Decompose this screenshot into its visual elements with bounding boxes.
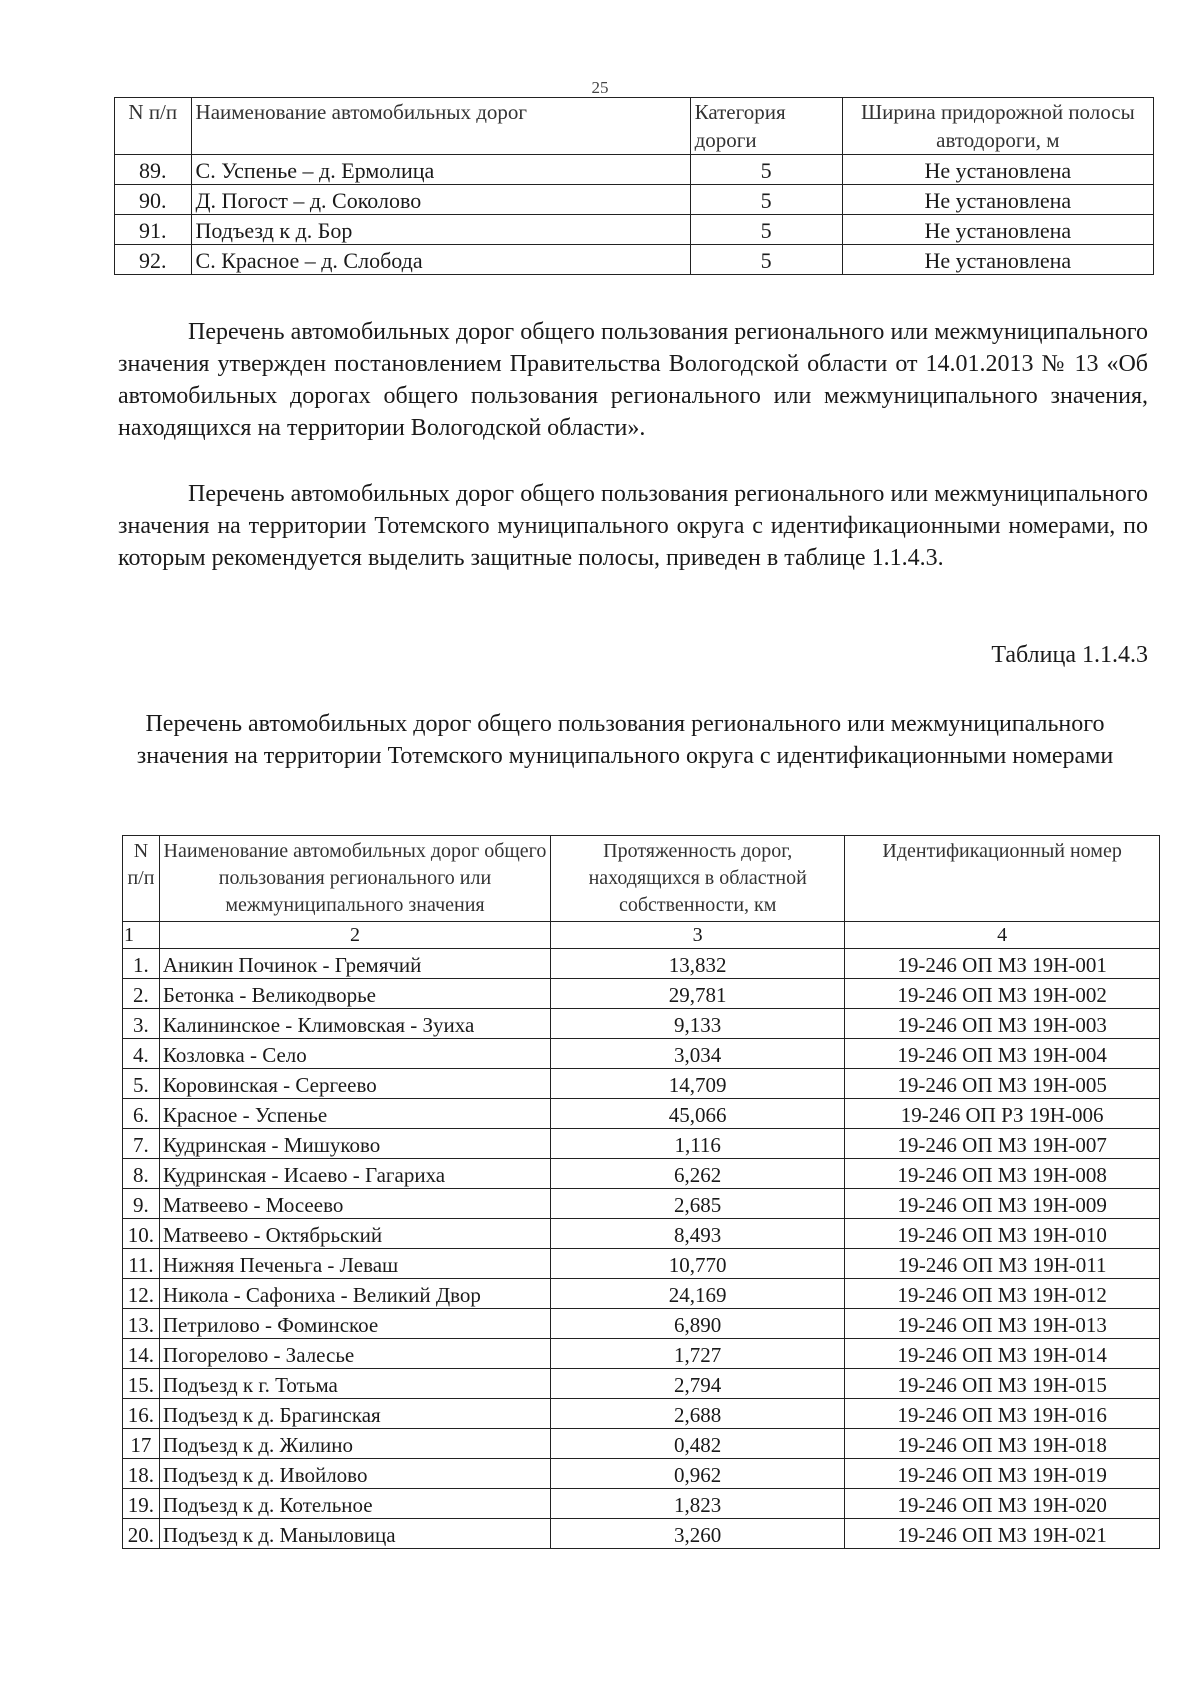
cell-identification-number: 19-246 ОП РЗ 19Н-006: [845, 1099, 1160, 1129]
cell-row-number: 3.: [123, 1009, 160, 1039]
cell-road-name: Козловка - Село: [159, 1039, 550, 1069]
cell-identification-number: 19-246 ОП МЗ 19Н-010: [845, 1219, 1160, 1249]
cell-road-name: Калининское - Климовская - Зуиха: [159, 1009, 550, 1039]
cell-road-name: Нижняя Печеньга - Леваш: [159, 1249, 550, 1279]
cell-identification-number: 19-246 ОП МЗ 19Н-019: [845, 1459, 1160, 1489]
cell-road-name: Подъезд к д. Маныловица: [159, 1519, 550, 1549]
column-number: 1: [123, 922, 160, 949]
cell-row-number: 18.: [123, 1459, 160, 1489]
cell-road-name: Матвеево - Октябрьский: [159, 1219, 550, 1249]
cell-identification-number: 19-246 ОП МЗ 19Н-014: [845, 1339, 1160, 1369]
regional-roads-table: [122, 835, 1160, 1549]
page-number: 25: [591, 78, 609, 97]
table-row: [123, 1309, 1160, 1339]
cell-strip-width: Не установлена: [842, 155, 1153, 185]
cell-identification-number: 19-246 ОП МЗ 19Н-015: [845, 1369, 1160, 1399]
cell-road-name: Д. Погост – д. Соколово: [191, 185, 690, 215]
cell-row-number: 17: [123, 1429, 160, 1459]
table-row: [115, 155, 1154, 185]
cell-row-number: 4.: [123, 1039, 160, 1069]
header-name: Наименование автомобильных дорог общего пользования регионального или межмуниципального значения: [159, 836, 550, 922]
header-n: N п/п: [115, 98, 192, 155]
cell-row-number: 16.: [123, 1399, 160, 1429]
cell-road-name: С. Красное – д. Слобода: [191, 245, 690, 275]
table-row: [123, 1399, 1160, 1429]
cell-identification-number: 19-246 ОП МЗ 19Н-008: [845, 1159, 1160, 1189]
table-row: [123, 1159, 1160, 1189]
cell-row-number: 20.: [123, 1519, 160, 1549]
cell-length: 45,066: [551, 1099, 845, 1129]
table-header-row: [115, 98, 1154, 155]
paragraph-regional-roads-decree: Перечень автомобильных дорог общего пользования регионального или межмуниципального значения утвержден постановлением Правительства Вологодской области от 14.01.2013 № 13 «Об автомобильных дорогах общего пользования регионального или межмуниципального значения, находящихся на территории Вологодской области».: [118, 319, 1148, 441]
cell-identification-number: 19-246 ОП МЗ 19Н-018: [845, 1429, 1160, 1459]
cell-identification-number: 19-246 ОП МЗ 19Н-005: [845, 1069, 1160, 1099]
cell-category: 5: [690, 155, 842, 185]
table-row: [123, 1129, 1160, 1159]
cell-identification-number: 19-246 ОП МЗ 19Н-021: [845, 1519, 1160, 1549]
cell-length: 1,823: [551, 1489, 845, 1519]
column-number: 4: [845, 922, 1160, 949]
table-row: [123, 1249, 1160, 1279]
cell-length: 2,688: [551, 1399, 845, 1429]
table-row: [123, 1219, 1160, 1249]
table-row: [123, 1099, 1160, 1129]
cell-row-number: 13.: [123, 1309, 160, 1339]
cell-road-name: Подъезд к д. Бор: [191, 215, 690, 245]
cell-identification-number: 19-246 ОП МЗ 19Н-011: [845, 1249, 1160, 1279]
cell-strip-width: Не установлена: [842, 245, 1153, 275]
cell-row-number: 15.: [123, 1369, 160, 1399]
cell-road-name: Подъезд к д. Котельное: [159, 1489, 550, 1519]
table-row: [123, 949, 1160, 979]
cell-road-name: Подъезд к д. Ивойлово: [159, 1459, 550, 1489]
table-row: [123, 1009, 1160, 1039]
cell-row-number: 9.: [123, 1189, 160, 1219]
header-id: Идентификационный номер: [845, 836, 1160, 922]
header-name: Наименование автомобильных дорог: [191, 98, 690, 155]
cell-road-name: Красное - Успенье: [159, 1099, 550, 1129]
column-number-row: [123, 922, 1160, 949]
cell-row-number: 7.: [123, 1129, 160, 1159]
cell-length: 1,116: [551, 1129, 845, 1159]
table-row: [115, 215, 1154, 245]
cell-row-number: 2.: [123, 979, 160, 1009]
cell-road-name: Подъезд к д. Брагинская: [159, 1399, 550, 1429]
table-row: [123, 1519, 1160, 1549]
paragraph-regional-roads-list: Перечень автомобильных дорог общего пользования регионального или межмуниципального значения на территории Тотемского муниципального округа с идентификационными номерами, по которым рекомендуется выделить защитные полосы, приведен в таблице 1.1.4.3.: [118, 481, 1148, 571]
cell-category: 5: [690, 185, 842, 215]
cell-identification-number: 19-246 ОП МЗ 19Н-003: [845, 1009, 1160, 1039]
cell-length: 1,727: [551, 1339, 845, 1369]
cell-length: 3,260: [551, 1519, 845, 1549]
cell-length: 2,794: [551, 1369, 845, 1399]
cell-row-number: 14.: [123, 1339, 160, 1369]
cell-row-number: 12.: [123, 1279, 160, 1309]
cell-row-number: 8.: [123, 1159, 160, 1189]
cell-length: 10,770: [551, 1249, 845, 1279]
cell-identification-number: 19-246 ОП МЗ 19Н-004: [845, 1039, 1160, 1069]
column-number: 3: [551, 922, 845, 949]
table-row: [123, 1369, 1160, 1399]
cell-row-number: 91.: [115, 215, 192, 245]
table-row: [123, 1279, 1160, 1309]
cell-row-number: 92.: [115, 245, 192, 275]
cell-identification-number: 19-246 ОП МЗ 19Н-016: [845, 1399, 1160, 1429]
header-category: Категория дороги: [690, 98, 842, 155]
cell-row-number: 6.: [123, 1099, 160, 1129]
table-row: [123, 1189, 1160, 1219]
cell-length: 9,133: [551, 1009, 845, 1039]
cell-identification-number: 19-246 ОП МЗ 19Н-001: [845, 949, 1160, 979]
cell-road-name: Коровинская - Сергеево: [159, 1069, 550, 1099]
cell-road-name: Кудринская - Мишуково: [159, 1129, 550, 1159]
cell-road-name: Бетонка - Великодворье: [159, 979, 550, 1009]
table-row: [123, 1339, 1160, 1369]
header-n: N п/п: [123, 836, 160, 922]
cell-length: 14,709: [551, 1069, 845, 1099]
cell-length: 8,493: [551, 1219, 845, 1249]
cell-road-name: Никола - Сафониха - Великий Двор: [159, 1279, 550, 1309]
cell-road-name: Подъезд к г. Тотьма: [159, 1369, 550, 1399]
column-number: 2: [159, 922, 550, 949]
table-header-row: [123, 836, 1160, 922]
cell-row-number: 89.: [115, 155, 192, 185]
cell-row-number: 19.: [123, 1489, 160, 1519]
table-row: [115, 245, 1154, 275]
cell-length: 29,781: [551, 979, 845, 1009]
table-row: [123, 1459, 1160, 1489]
cell-strip-width: Не установлена: [842, 215, 1153, 245]
cell-row-number: 11.: [123, 1249, 160, 1279]
table-row: [123, 979, 1160, 1009]
cell-identification-number: 19-246 ОП МЗ 19Н-009: [845, 1189, 1160, 1219]
cell-identification-number: 19-246 ОП МЗ 19Н-007: [845, 1129, 1160, 1159]
roads-table-continued: [114, 97, 1154, 275]
cell-length: 0,482: [551, 1429, 845, 1459]
cell-length: 0,962: [551, 1459, 845, 1489]
table-row: [123, 1069, 1160, 1099]
cell-length: 2,685: [551, 1189, 845, 1219]
cell-category: 5: [690, 245, 842, 275]
cell-category: 5: [690, 215, 842, 245]
cell-row-number: 1.: [123, 949, 160, 979]
cell-road-name: Кудринская - Исаево - Гагариха: [159, 1159, 550, 1189]
cell-length: 3,034: [551, 1039, 845, 1069]
cell-identification-number: 19-246 ОП МЗ 19Н-020: [845, 1489, 1160, 1519]
cell-length: 13,832: [551, 949, 845, 979]
cell-row-number: 90.: [115, 185, 192, 215]
header-length: Протяженность дорог, находящихся в областной собственности, км: [551, 836, 845, 922]
cell-road-name: С. Успенье – д. Ермолица: [191, 155, 690, 185]
cell-row-number: 10.: [123, 1219, 160, 1249]
cell-road-name: Матвеево - Мосеево: [159, 1189, 550, 1219]
cell-road-name: Аникин Починок - Гремячий: [159, 949, 550, 979]
header-width: Ширина придорожной полосы автодороги, м: [842, 98, 1153, 155]
cell-length: 24,169: [551, 1279, 845, 1309]
cell-strip-width: Не установлена: [842, 185, 1153, 215]
cell-road-name: Погорелово - Залесье: [159, 1339, 550, 1369]
cell-identification-number: 19-246 ОП МЗ 19Н-012: [845, 1279, 1160, 1309]
cell-road-name: Подъезд к д. Жилино: [159, 1429, 550, 1459]
table-row: [115, 185, 1154, 215]
table-row: [123, 1489, 1160, 1519]
cell-road-name: Петрилово - Фоминское: [159, 1309, 550, 1339]
cell-length: 6,890: [551, 1309, 845, 1339]
cell-length: 6,262: [551, 1159, 845, 1189]
table-caption: Перечень автомобильных дорог общего пользования регионального или межмуниципального значения на территории Тотемского муниципального округа с идентификационными номерами: [136, 711, 1114, 769]
table-label: Таблица 1.1.4.3: [991, 642, 1148, 668]
cell-identification-number: 19-246 ОП МЗ 19Н-013: [845, 1309, 1160, 1339]
cell-identification-number: 19-246 ОП МЗ 19Н-002: [845, 979, 1160, 1009]
cell-row-number: 5.: [123, 1069, 160, 1099]
table-row: [123, 1429, 1160, 1459]
table-row: [123, 1039, 1160, 1069]
